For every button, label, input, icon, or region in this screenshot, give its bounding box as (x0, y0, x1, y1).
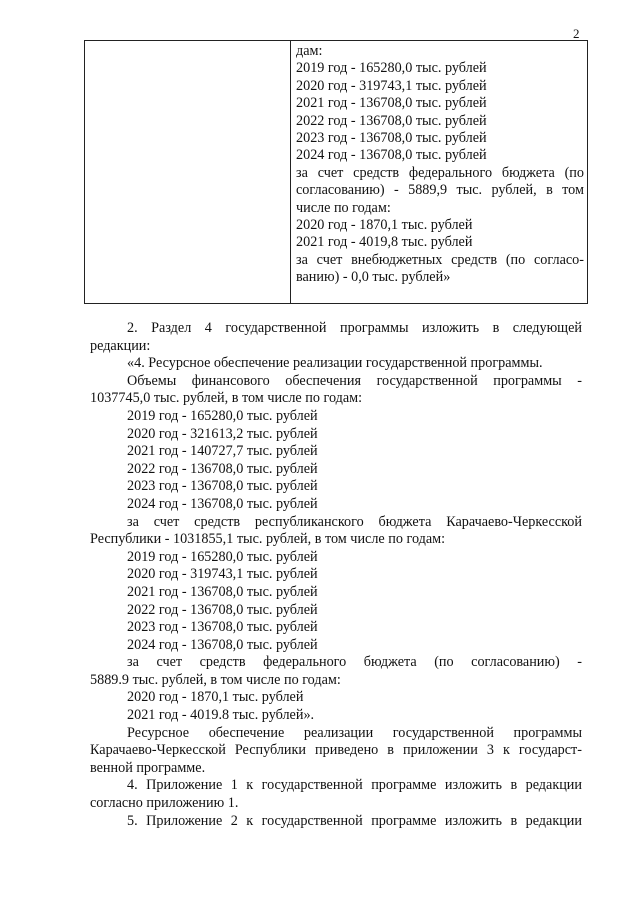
document-body (90, 320, 582, 830)
funding-table (84, 40, 588, 304)
table-line: согласованию) - 5889,9 тыс. рублей, в том (296, 182, 584, 199)
paragraph-line: 2023 год - 136708,0 тыс. рублей (127, 619, 318, 636)
paragraph-line: Ресурсное обеспечение реализации государственной программы (127, 724, 582, 741)
paragraph-line: 5889.9 тыс. рублей, в том числе по годам: (90, 671, 341, 688)
paragraph-line: 2020 год - 321613,2 тыс. рублей (127, 425, 318, 442)
paragraph-line: 2019 год - 165280,0 тыс. рублей (127, 407, 318, 424)
table-line: 2024 год - 136708,0 тыс. рублей (296, 147, 487, 164)
paragraph-line: «4. Ресурсное обеспечение реализации государственной программы. (127, 355, 543, 372)
table-line: 2020 год - 1870,1 тыс. рублей (296, 217, 473, 234)
table-right-cell (296, 43, 584, 287)
paragraph-line: 2021 год - 4019.8 тыс. рублей». (127, 707, 315, 724)
paragraph-line: 2. Раздел 4 государственной программы изложить в следующей (127, 320, 582, 336)
paragraph-line: 2020 год - 319743,1 тыс. рублей (127, 566, 318, 583)
table-line: 2020 год - 319743,1 тыс. рублей (296, 77, 487, 94)
paragraph-line: за счет средств федерального бюджета (по согласованию) - (127, 654, 582, 671)
paragraph-line: 2021 год - 140727,7 тыс. рублей (127, 443, 318, 460)
paragraph-line: за счет средств республиканского бюджета Карачаево-Черкесской (127, 513, 582, 530)
paragraph-line: 5. Приложение 2 к государственной программе изложить в редакции (127, 812, 582, 829)
table-line: 2019 год - 165280,0 тыс. рублей (296, 60, 487, 77)
table-line: дам: (296, 43, 323, 59)
paragraph-line: согласно приложению 1. (90, 795, 239, 812)
table-line: ванию) - 0,0 тыс. рублей» (296, 269, 451, 286)
table-line: 2021 год - 136708,0 тыс. рублей (296, 95, 487, 112)
paragraph-line: 2024 год - 136708,0 тыс. рублей (127, 495, 318, 512)
table-line: 2022 год - 136708,0 тыс. рублей (296, 112, 487, 129)
table-column-divider (290, 41, 291, 303)
paragraph-line: 2023 год - 136708,0 тыс. рублей (127, 478, 318, 495)
paragraph-line: Карачаево-Черкесской Республики приведено в приложении 3 к государст- (90, 742, 582, 759)
paragraph-line: венной программе. (90, 759, 206, 776)
table-line: числе по годам: (296, 199, 391, 216)
paragraph-line: 2022 год - 136708,0 тыс. рублей (127, 601, 318, 618)
table-line: 2023 год - 136708,0 тыс. рублей (296, 130, 487, 147)
table-line: за счет средств федерального бюджета (по (296, 164, 584, 181)
paragraph-line: Республики - 1031855,1 тыс. рублей, в том числе по годам: (90, 531, 446, 548)
paragraph-line: Объемы финансового обеспечения государственной программы - (127, 372, 582, 389)
table-line: за счет внебюджетных средств (по согласо- (296, 251, 584, 268)
paragraph-line: 2020 год - 1870,1 тыс. рублей (127, 689, 304, 706)
paragraph-line: 2024 год - 136708,0 тыс. рублей (127, 636, 318, 653)
paragraph-line: 1037745,0 тыс. рублей, в том числе по годам: (90, 390, 363, 407)
paragraph-line: 2022 год - 136708,0 тыс. рублей (127, 460, 318, 477)
page-number: 2 (573, 26, 580, 41)
paragraph-line: редакции: (90, 337, 151, 354)
paragraph-line: 4. Приложение 1 к государственной программе изложить в редакции (127, 777, 582, 794)
paragraph-line: 2021 год - 136708,0 тыс. рублей (127, 583, 318, 600)
table-line: 2021 год - 4019,8 тыс. рублей (296, 234, 473, 251)
paragraph-line: 2019 год - 165280,0 тыс. рублей (127, 548, 318, 565)
